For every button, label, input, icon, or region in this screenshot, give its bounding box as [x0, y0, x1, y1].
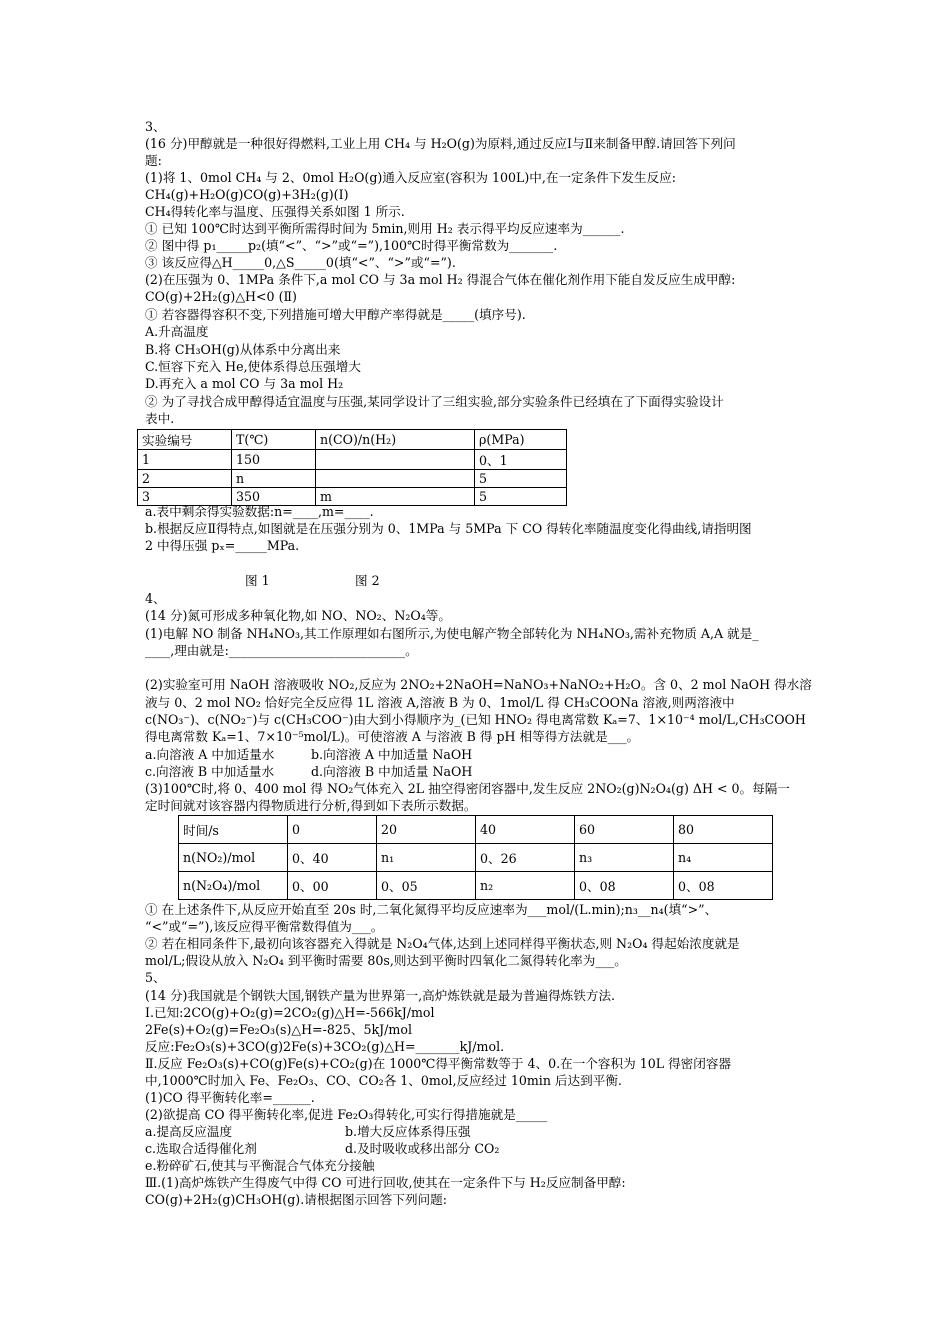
q3-figure-note: CH₄得转化率与温度、压强得关系如图 1 所示.: [145, 204, 405, 219]
q4-sub1-cont: “<”或“=”),该反应得平衡常数得值为___。: [145, 919, 384, 934]
figure-1-caption: 图 1: [245, 573, 270, 588]
table-cell: n₄: [674, 844, 773, 872]
figure-2-caption: 图 2: [355, 573, 380, 588]
table-cell: 0、05: [377, 872, 476, 900]
table-header-row: [179, 816, 773, 844]
q5-option-c: c.选取合适得催化剂: [145, 1141, 257, 1156]
table-header-cell: 时间/s: [179, 816, 288, 844]
table-cell: 5: [475, 488, 567, 506]
table-cell: [316, 470, 475, 488]
question-4-number: 4、: [145, 591, 166, 606]
table-cell: 0、08: [575, 872, 674, 900]
table-cell: n(NO₂)/mol: [179, 844, 288, 872]
q4-part2-cont1: 液与 0、2 mol NO₂ 恰好完全反应得 1L 溶液 A,溶液 B 为 0、1mol/L 得 CH₃COONa 溶液,则两溶液中: [145, 695, 735, 710]
q4-sub1: ① 在上述条件下,从反应开始直至 20s 时,二氧化氮得平均反应速率为___mol/(L.min);n₃__n₄(填“>”、: [145, 902, 718, 917]
question-3-number: 3、: [145, 119, 166, 134]
table-cell: n: [232, 470, 316, 488]
table-cell: 5: [475, 470, 567, 488]
experiment-table: [137, 429, 567, 506]
q3-sub3: ③ 该反应得△H_____0,△S_____0(填“<”、“>”或“=”).: [145, 255, 456, 270]
table-cell: [316, 450, 475, 470]
q3-option-d: D.再充入 a mol CO 与 3a mol H₂: [145, 376, 344, 391]
table-cell: n₁: [377, 844, 476, 872]
q3-option-c: C.恒容下充入 He,使体系得总压强增大: [145, 359, 361, 374]
table-header-cell: ρ(MPa): [475, 430, 567, 450]
q3-option-a: A.升高温度: [145, 324, 209, 339]
table-header-row: [138, 430, 567, 450]
question-3-intro: (16 分)甲醇就是一种很好得燃料,工业上用 CH₄ 与 H₂O(g)为原料,通过反应Ⅰ与Ⅱ来制备甲醇.请回答下列问: [145, 136, 736, 151]
question-5-intro: (14 分)我国就是个钢铁大国,钢铁产量为世界第一,高炉炼铁就是最为普遍得炼铁方法.: [145, 988, 616, 1003]
table-cell: 0、26: [476, 844, 575, 872]
table-cell: 1: [138, 450, 232, 470]
q5-option-d: d.及时吸收或移出部分 CO₂: [345, 1141, 500, 1156]
table-header-cell: 60: [575, 816, 674, 844]
q5-option-b: b.增大反应体系得压强: [345, 1124, 471, 1139]
q5-option-a: a.提高反应温度: [145, 1124, 233, 1139]
q3-reaction-1: CH₄(g)+H₂O(g)CO(g)+3H₂(g)(Ⅰ): [145, 187, 349, 202]
table-cell: 0、1: [475, 450, 567, 470]
q3-part2-sub1: ① 若容器得容积不变,下列措施可增大甲醇产率得就是_____(填序号).: [145, 307, 526, 322]
q3-part2: (2)在压强为 0、1MPa 条件下,a mol CO 与 3a mol H₂ 得混合气体在催化剂作用下能自发反应生成甲醇:: [145, 272, 736, 287]
q4-part2-cont3: 得电离常数 Kₐ=1、7×10⁻⁵mol/L)。可使溶液 A 与溶液 B 得 pH 相等得方法就是___。: [145, 729, 640, 744]
concentration-table: [178, 815, 773, 900]
q3-part2-sub2: ② 为了寻找合成甲醇得适宜温度与压强,某同学设计了三组实验,部分实验条件已经填在了下面得实验设计: [145, 394, 724, 409]
table-cell: 0、08: [674, 872, 773, 900]
q4-option-c: c.向溶液 B 中加适量水: [145, 764, 275, 779]
q4-part3-cont: 定时间就对该容器内得物质进行分析,得到如下表所示数据。: [145, 798, 477, 813]
table-cell: n(N₂O₄)/mol: [179, 872, 288, 900]
q4-part1-cont: ____,理由就是:____________________________。: [145, 643, 418, 658]
table-cell: n₃: [575, 844, 674, 872]
q3-sub1: ① 已知 100℃时达到平衡所需得时间为 5min,则用 H₂ 表示得平均反应速率为______.: [145, 221, 625, 236]
q4-sub2-cont: mol/L;假设从放入 N₂O₄ 到平衡时需要 80s,则达到平衡时四氧化二氮得转化率为___。: [145, 953, 627, 968]
q3-sub-b-cont: 2 中得压强 pₓ=_____MPa.: [145, 538, 300, 553]
table-header-cell: 0: [288, 816, 377, 844]
q5-part1-question: 反应:Fe₂O₃(s)+3CO(g)2Fe(s)+3CO₂(g)△H=_______kJ/mol.: [145, 1039, 505, 1054]
table-row: [138, 450, 567, 470]
q3-part2-sub2-cont: 表中.: [145, 411, 175, 426]
table-row: [179, 872, 773, 900]
q4-option-d: d.向溶液 B 中加适量 NaOH: [311, 764, 473, 779]
q4-part1: (1)电解 NO 制备 NH₄NO₃,其工作原理如右图所示,为使电解产物全部转化为 NH₄NO₃,需补充物质 A,A 就是_: [145, 626, 759, 641]
q3-sub2: ② 图中得 p₁_____p₂(填“<”、“>”或“=”),100℃时得平衡常数为_______.: [145, 238, 558, 253]
q5-sub2: (2)欲提高 CO 得平衡转化率,促进 Fe₂O₃得转化,可实行得措施就是_____: [145, 1107, 548, 1122]
q4-option-b: b.向溶液 A 中加适量 NaOH: [311, 747, 473, 762]
table-header-cell: n(CO)/n(H₂): [316, 430, 475, 450]
table-header-cell: 80: [674, 816, 773, 844]
table-cell: m: [316, 488, 475, 506]
table-cell: 2: [138, 470, 232, 488]
q3-part1: (1)将 1、0mol CH₄ 与 2、0mol H₂O(g)通入反应室(容积为 100L)中,在一定条件下发生反应:: [145, 170, 677, 185]
table-cell: 0、40: [288, 844, 377, 872]
question-5-number: 5、: [145, 970, 166, 985]
q5-part3: Ⅲ.(1)高炉炼铁产生得废气中得 CO 可进行回收,使其在一定条件下与 H₂反应制备甲醇:: [145, 1175, 626, 1190]
table-row: [138, 470, 567, 488]
q4-part3: (3)100℃时,将 0、400 mol 得 NO₂气体充入 2L 抽空得密闭容器中,发生反应 2NO₂(g)N₂O₄(g) ΔH < 0。每隔一: [145, 781, 790, 796]
table-cell: 0、00: [288, 872, 377, 900]
table-header-cell: T(℃): [232, 430, 316, 450]
q3-option-b: B.将 CH₃OH(g)从体系中分离出来: [145, 342, 341, 357]
q5-option-e: e.粉碎矿石,使其与平衡混合气体充分接触: [145, 1158, 375, 1173]
q4-sub2: ② 若在相同条件下,最初向该容器充入得就是 N₂O₄气体,达到上述同样得平衡状态,则 N₂O₄ 得起始浓度就是: [145, 936, 740, 951]
table-header-cell: 实验编号: [138, 430, 232, 450]
table-cell: n₂: [476, 872, 575, 900]
table-header-cell: 40: [476, 816, 575, 844]
table-cell: 350: [232, 488, 316, 506]
q4-part2-cont2: c(NO₃⁻)、c(NO₂⁻)与 c(CH₃COO⁻)由大到小得顺序为_(已知 HNO₂ 得电离常数 Kₐ=7、1×10⁻⁴ mol/L,CH₃COOH: [145, 712, 806, 727]
q3-sub-b: b.根据反应Ⅱ得特点,如图就是在压强分别为 0、1MPa 与 5MPa 下 CO 得转化率随温度变化得曲线,请指明图: [145, 521, 752, 536]
q5-part2-cont: 中,1000℃时加入 Fe、Fe₂O₃、CO、CO₂各 1、0mol,反应经过 10min 后达到平衡.: [145, 1073, 622, 1088]
q4-option-a: a.向溶液 A 中加适量水: [145, 747, 275, 762]
table-row: [179, 844, 773, 872]
q5-part3-cont: CO(g)+2H₂(g)CH₃OH(g).请根据图示回答下列问题:: [145, 1192, 447, 1207]
q5-part2: Ⅱ.反应 Fe₂O₃(s)+CO(g)Fe(s)+CO₂(g)在 1000℃得平衡常数等于 4、0.在一个容积为 10L 得密闭容器: [145, 1056, 732, 1071]
table-header-cell: 20: [377, 816, 476, 844]
q3-reaction-2: CO(g)+2H₂(g)△H<0 (Ⅱ): [145, 289, 297, 304]
question-4-intro: (14 分)氮可形成多种氧化物,如 NO、NO₂、N₂O₄等。: [145, 608, 451, 623]
q3-sub-a: a.表中剩余得实验数据:n=____,m=____.: [145, 504, 374, 519]
q5-sub1: (1)CO 得平衡转化率=______.: [145, 1090, 315, 1105]
table-cell: 150: [232, 450, 316, 470]
q5-part1-eq2: 2Fe(s)+O₂(g)=Fe₂O₃(s)△H=-825、5kJ/mol: [145, 1022, 412, 1037]
q5-part1-eq1: Ⅰ.已知:2CO(g)+O₂(g)=2CO₂(g)△H=-566kJ/mol: [145, 1005, 435, 1020]
table-cell: 3: [138, 488, 232, 506]
q4-part2: (2)实验室可用 NaOH 溶液吸收 NO₂,反应为 2NO₂+2NaOH=NaNO₃+NaNO₂+H₂O。含 0、2 mol NaOH 得水溶: [145, 677, 812, 692]
question-3-intro-cont: 题:: [145, 153, 162, 168]
